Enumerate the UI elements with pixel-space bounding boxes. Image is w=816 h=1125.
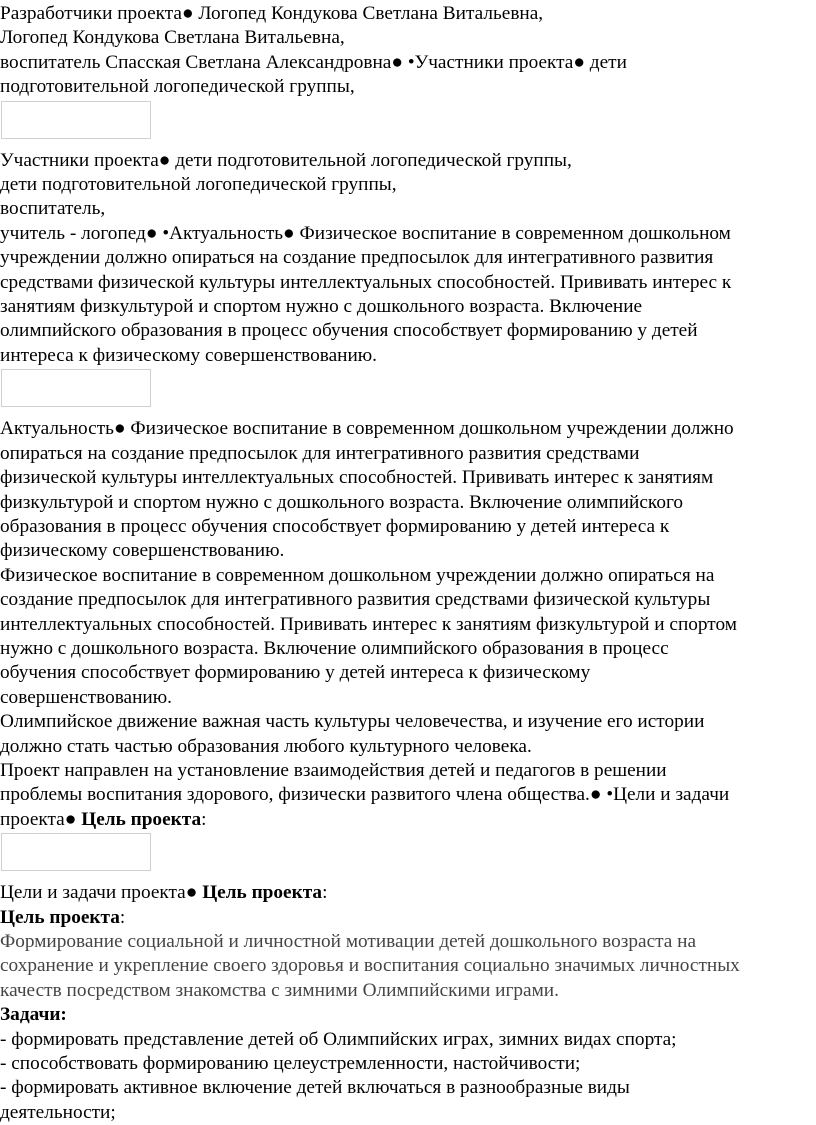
text-line: физкультурой и спортом нужно с дошкольного возраста. Включение олимпийского: [0, 491, 684, 513]
text-line: физической культуры интеллектуальных способностей. Прививать интерес к занятиям: [0, 467, 714, 489]
text-line: опираться на создание предпосылок для интегративного развития средствами: [0, 442, 640, 464]
text-line: Участники проекта● дети подготовительной логопедической группы,: [0, 149, 572, 171]
text-line: [0, 1003, 812, 1027]
text-fragment: :: [119, 906, 126, 928]
goal-text-line: Формирование социальной и личностной мотивации детей дошкольного возраста на: [0, 931, 697, 952]
image-placeholder: [1, 101, 151, 139]
text-line: дети подготовительной логопедической группы,: [0, 174, 397, 196]
text-fragment: Цели и задачи проекта●: [0, 882, 203, 904]
text-line: проблемы воспитания здорового, физически развитого члена общества.● •Цели и задачи: [0, 784, 730, 806]
goal-heading-bold: Цель проекта: [81, 808, 202, 830]
text-line: средствами физической культуры интеллектуальных способностей. Прививать интерес к: [0, 271, 732, 293]
image-placeholder: [1, 369, 151, 407]
task-line: - формировать активное включение детей включаться в разнообразные виды: [0, 1077, 630, 1099]
text-line: создание предпосылок для интегративного развития средствами физической культуры: [0, 589, 711, 611]
text-line: олимпийского образования в процесс обучения способствует формированию у детей: [0, 320, 698, 342]
task-line: - формировать представление детей об Олимпийских играх, зимних видах спорта;: [0, 1028, 677, 1050]
participants-paragraph: [0, 149, 812, 369]
text-line: [0, 881, 812, 905]
text-line: учитель - логопед● •Актуальность● Физическое воспитание в современном дошкольном: [0, 222, 731, 244]
text-line: Логопед Кондукова Светлана Витальевна,: [0, 27, 345, 49]
image-placeholder: [1, 833, 151, 871]
text-line: должно стать частью образования любого культурного человека.: [0, 735, 532, 757]
task-line: - способствовать формированию целеустремленности, настойчивости;: [0, 1053, 581, 1075]
document-page: [0, 2, 812, 1125]
text-line: воспитатель,: [0, 198, 106, 220]
text-line: физическому совершенствованию.: [0, 540, 285, 562]
goal-heading-bold: Цель проекта: [202, 882, 323, 904]
goal-text-line: качеств посредством знакомства с зимними Олимпийскими играми.: [0, 979, 559, 1001]
developers-paragraph: [0, 2, 812, 100]
text-line: Актуальность● Физическое воспитание в современном дошкольном учреждении должно: [0, 418, 734, 440]
tasks-label: Задачи:: [0, 1004, 67, 1026]
text-line: интереса к физическому совершенствованию.: [0, 344, 378, 366]
text-line: занятиям физкультурой и спортом нужно с дошкольного возраста. Включение: [0, 296, 643, 318]
text-line: учреждении должно опираться на создание предпосылок для интегративного развития: [0, 247, 714, 269]
task-line: деятельности;: [0, 1101, 116, 1123]
text-fragment: :: [322, 882, 328, 904]
text-fragment: проекта●: [0, 808, 82, 830]
text-line: Физическое воспитание в современном дошкольном учреждении должно опираться на: [0, 564, 715, 586]
text-line: интеллектуальных способностей. Прививать интерес к занятиям физкультурой и спортом: [0, 613, 737, 635]
spacer: [0, 871, 812, 881]
text-line: Проект направлен на установление взаимодействия детей и педагогов в решении: [0, 759, 667, 781]
text-fragment: :: [201, 808, 207, 830]
spacer: [0, 139, 812, 149]
text-line: подготовительной логопедической группы,: [0, 76, 355, 98]
text-line: Разработчики проекта● Логопед Кондукова Светлана Витальевна,: [0, 3, 544, 24]
text-line: нужно с дошкольного возраста. Включение олимпийского образования в процесс: [0, 637, 669, 659]
goal-label: Цель проекта: [0, 906, 120, 928]
text-line: совершенствованию.: [0, 686, 172, 708]
spacer: [0, 407, 812, 417]
text-line: [0, 906, 812, 930]
text-line: воспитатель Спасская Светлана Александровна● •Участники проекта● дети: [0, 51, 627, 73]
relevance-paragraph: [0, 417, 812, 832]
text-line: обучения способствует формированию у детей интереса к физическому: [0, 662, 591, 684]
text-line: образования в процесс обучения способствует формированию у детей интереса к: [0, 515, 670, 537]
text-line: Олимпийское движение важная часть культуры человечества, и изучение его истории: [0, 711, 705, 733]
goal-text-line: сохранение и укрепление своего здоровья и воспитания социально значимых личностных: [0, 955, 740, 977]
text-line: [0, 808, 812, 832]
goals-paragraph: [0, 881, 812, 1125]
